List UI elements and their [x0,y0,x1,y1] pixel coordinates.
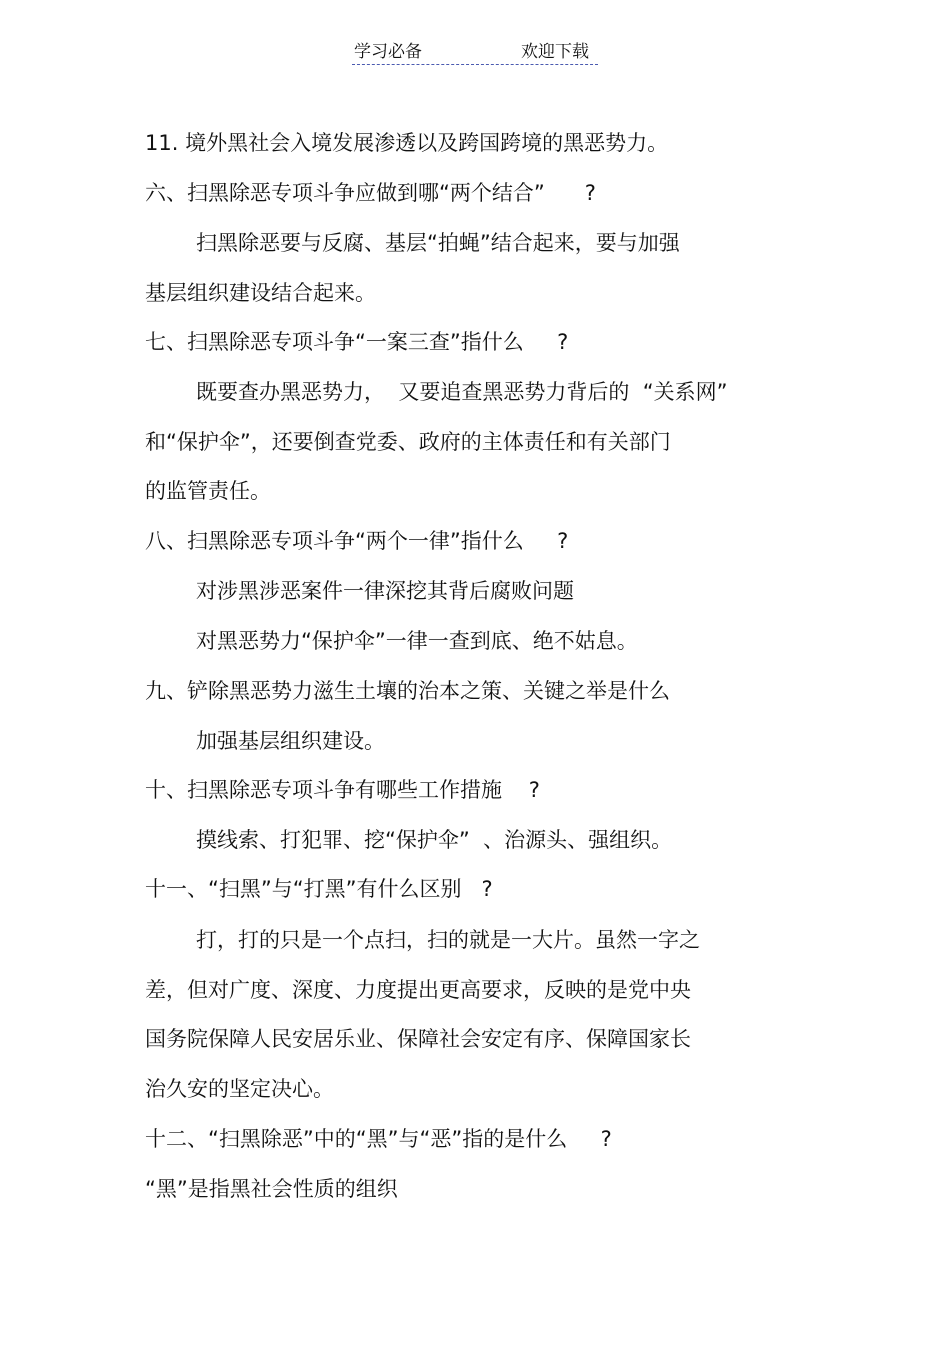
text-line: “黑”是指黑社会性质的组织 [145,1177,398,1201]
text-line: 国务院保障人民安居乐业、保障社会安定有序、保障国家长 [145,1027,691,1051]
section-heading: 七、扫黑除恶专项斗争“一案三查”指什么 ? [145,330,569,354]
section-heading: 十二、“扫黑除恶”中的“黑”与“恶”指的是什么 ? [145,1127,612,1151]
section-heading: 九、铲除黑恶势力滋生土壤的治本之策、关键之举是什么 [145,679,670,703]
text-line: 治久安的坚定决心。 [145,1077,334,1101]
text-line: 扫黑除恶要与反腐、基层“拍蝇”结合起来，要与加强 [196,231,680,255]
header-right-text: 欢迎下载 [521,42,589,62]
text-line: 对黑恶势力“保护伞”一律一查到底、绝不姑息。 [196,629,638,653]
text-line: 对涉黑涉恶案件一律深挖其背后腐败问题 [196,579,574,603]
text-line: 11. 境外黑社会入境发展渗透以及跨国跨境的黑恶势力。 [145,131,669,155]
header-left-text: 学习必备 [354,42,422,62]
text-line: 差，但对广度、深度、力度提出更高要求，反映的是党中央 [145,978,691,1002]
section-heading: 六、扫黑除恶专项斗争应做到哪“两个结合” ? [145,181,596,205]
text-line: 的监管责任。 [145,479,271,503]
text-line: 加强基层组织建设。 [196,729,385,753]
text-line: 打，打的只是一个点扫，扫的就是一大片。虽然一字之 [196,928,700,952]
section-heading: 十、扫黑除恶专项斗争有哪些工作措施 ? [145,778,540,802]
text-line: 基层组织建设结合起来。 [145,281,376,305]
text-line: 既要查办黑恶势力， 又要追查黑恶势力背后的 “关系网” [196,380,728,404]
text-line: 摸线索、打犯罪、挖“保护伞” 、治源头、强组织。 [196,828,673,852]
section-heading: 十一、“扫黑”与“打黑”有什么区别 ? [145,877,493,901]
section-heading: 八、扫黑除恶专项斗争“两个一律”指什么 ? [145,529,569,553]
text-line: 和“保护伞”，还要倒查党委、政府的主体责任和有关部门 [145,430,671,454]
